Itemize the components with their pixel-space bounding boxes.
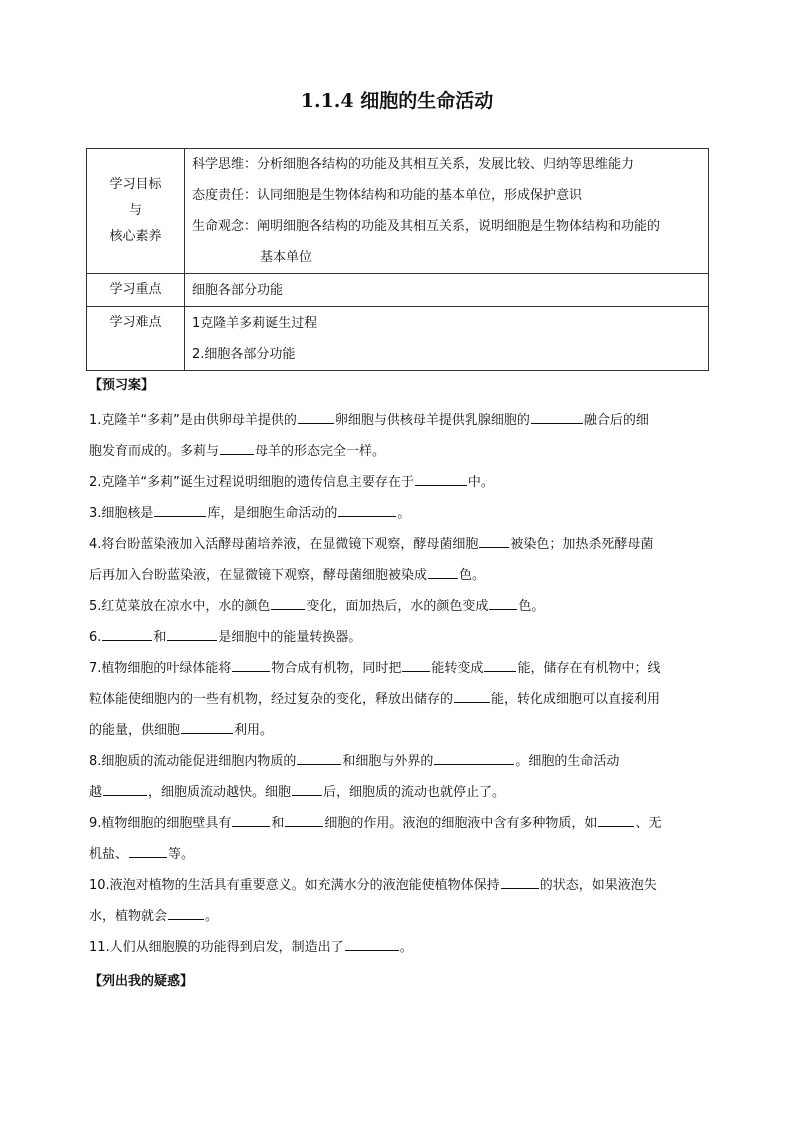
goal-line: 科学思维：分析细胞各结构的功能及其相互关系，发展比较、归纳等思维能力 (192, 157, 635, 172)
question-3: 3.细胞核是 库，是细胞生命活动的 。 (89, 498, 705, 529)
row-label-goals: 学习目标 与 核心素养 (87, 149, 185, 274)
row-content-goals (185, 149, 709, 274)
row-label-difficulty: 学习难点 (87, 307, 185, 371)
question-1: 1.克隆羊“多莉”是由供卵母羊提供的 卵细胞与供核母羊提供乳腺细胞的 融合后的细 胞发育而成的。多莉与 母羊的形态完全一样。 (89, 405, 705, 467)
answer-blank[interactable] (102, 626, 152, 641)
answer-blank[interactable] (103, 781, 147, 796)
answer-blank[interactable] (181, 719, 233, 734)
answer-blank[interactable] (154, 502, 206, 517)
question-8: 8.细胞质的流动能促进细胞内物质的 和细胞与外界的 。细胞的生命活动 越 ，细胞质流动越快。细胞 后，细胞质的流动也就停止了。 (89, 746, 705, 808)
answer-blank[interactable] (298, 409, 334, 424)
table-row-difficulty (87, 307, 709, 371)
goal-line: 态度责任：认同细胞是生物体结构和功能的基本单位，形成保护意识 (192, 188, 583, 203)
answer-blank[interactable] (428, 564, 458, 579)
answer-blank[interactable] (415, 471, 467, 486)
table-row-focus (87, 274, 709, 307)
table-row-goals (87, 149, 709, 274)
answer-blank[interactable] (489, 595, 517, 610)
goal-line: 基本单位 (260, 250, 313, 265)
answer-blank[interactable] (129, 843, 167, 858)
page-title: 1.1.4 细胞的生命活动 (300, 90, 494, 112)
answer-blank[interactable] (479, 533, 509, 548)
goal-line: 生命观念：阐明细胞各结构的功能及其相互关系，说明细胞是生物体结构和功能的 (192, 219, 661, 234)
doubts-heading: 【列出我的疑惑】 (89, 974, 194, 989)
question-10: 10.液泡对植物的生活具有重要意义。如充满水分的液泡能使植物体保持 的状态，如果液泡失 水，植物就会 。 (89, 870, 705, 932)
answer-blank[interactable] (338, 502, 396, 517)
preview-heading: 【预习案】 (89, 378, 155, 393)
question-11: 11.人们从细胞膜的功能得到启发，制造出了 。 (89, 932, 705, 963)
answer-blank[interactable] (292, 781, 322, 796)
answer-blank[interactable] (232, 812, 270, 827)
answer-blank[interactable] (271, 595, 305, 610)
answer-blank[interactable] (297, 750, 341, 765)
answer-blank[interactable] (402, 657, 430, 672)
answer-blank[interactable] (285, 812, 323, 827)
question-list (89, 405, 705, 963)
row-content-difficulty: 1克隆羊多莉诞生过程 2.细胞各部分功能 (185, 307, 709, 371)
answer-blank[interactable] (454, 688, 490, 703)
answer-blank[interactable] (501, 874, 539, 889)
question-9: 9.植物细胞的细胞壁具有 和 细胞的作用。液泡的细胞液中含有多种物质，如 、无 机盐、 等。 (89, 808, 705, 870)
answer-blank[interactable] (220, 440, 254, 455)
answer-blank[interactable] (167, 626, 217, 641)
question-2: 2.克隆羊“多莉”诞生过程说明细胞的遗传信息主要存在于 中。 (89, 467, 705, 498)
answer-blank[interactable] (598, 812, 634, 827)
answer-blank[interactable] (531, 409, 583, 424)
question-5: 5.红苋菜放在凉水中，水的颜色 变化，面加热后，水的颜色变成 色。 (89, 591, 705, 622)
question-7: 7.植物细胞的叶绿体能将 物合成有机物，同时把 能转变成 能，储存在有机物中；线 粒体能使细胞内的一些有机物，经过复杂的变化，释放出储存的 能，转化成细胞可以直接利用 的能量，供细胞 利用。 (89, 653, 705, 746)
row-content-focus: 细胞各部分功能 (185, 274, 709, 307)
learning-goals-table (86, 148, 709, 371)
answer-blank[interactable] (345, 936, 399, 951)
question-4: 4.将台盼蓝染液加入活酵母菌培养液，在显微镜下观察，酵母菌细胞 被染色；加热杀死酵母菌 后再加入台盼蓝染液，在显微镜下观察，酵母菌细胞被染成 色。 (89, 529, 705, 591)
answer-blank[interactable] (484, 657, 516, 672)
question-6: 6. 和 是细胞中的能量转换器。 (89, 622, 705, 653)
answer-blank[interactable] (232, 657, 270, 672)
row-label-focus: 学习重点 (87, 274, 185, 307)
answer-blank[interactable] (168, 905, 204, 920)
answer-blank[interactable] (434, 750, 514, 765)
